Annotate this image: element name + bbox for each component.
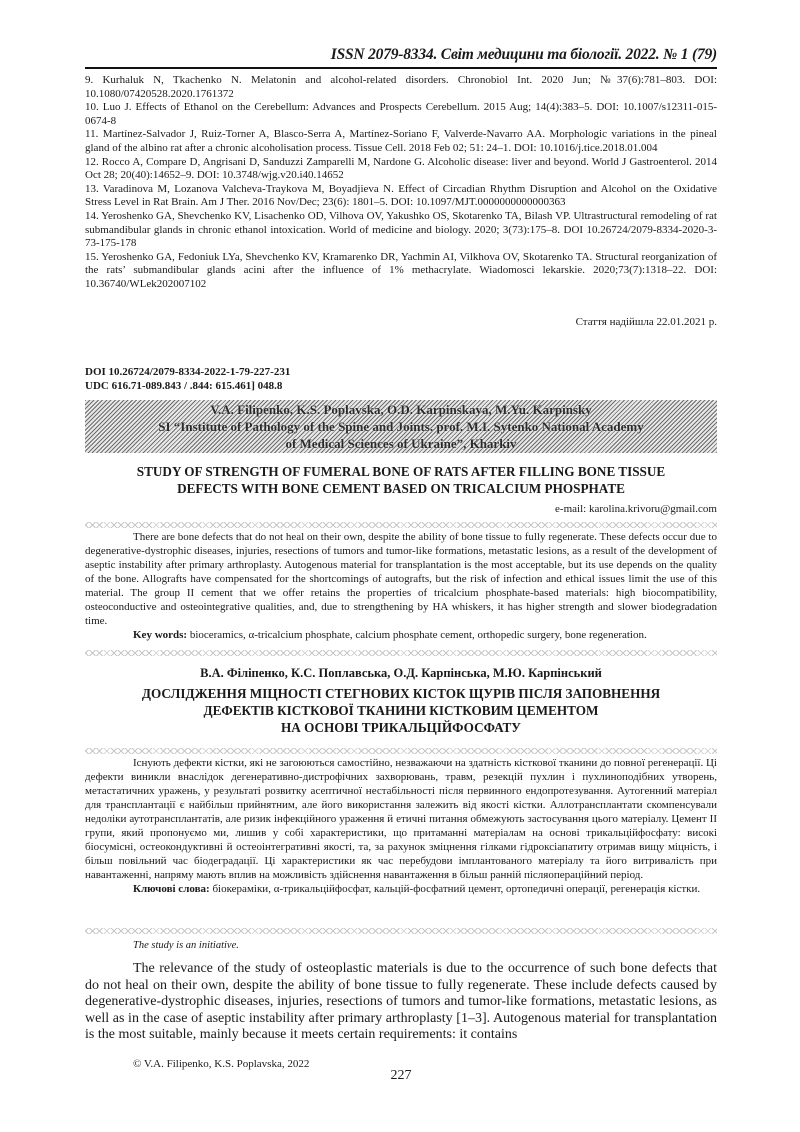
- journal-header: ISSN 2079-8334. Світ медицини та біології. 2022. № 1 (79): [330, 46, 717, 63]
- affiliation-line: SI “Institute of Pathology of the Spine and Joints. prof. M.I. Sytenko National Academy: [158, 419, 644, 434]
- reference-item: 12. Rocco A, Compare D, Angrisani D, Sanduzzi Zamparelli M, Nardone G. Alcoholic disease: liver and beyond. World J Gastroenterol. 2014 Oct 28; 20(40):14652–9. DOI: 10.3748/wjg.v20.i40.14652: [85, 155, 717, 182]
- title-line: НА ОСНОВІ ТРИКАЛЬЦІЙФОСФАТУ: [281, 720, 521, 735]
- wavy-divider: [85, 650, 717, 656]
- authors-en: V.A. Filipenko, K.S. Poplavska, O.D. Karpinskaya, M.Yu. Karpinsky: [210, 402, 592, 417]
- title-line: DEFECTS WITH BONE CEMENT BASED ON TRICALCIUM PHOSPHATE: [177, 481, 625, 496]
- study-note: The study is an initiative.: [133, 940, 239, 951]
- keywords-ua: [85, 882, 717, 896]
- title-line: ДОСЛІДЖЕННЯ МІЦНОСТІ СТЕГНОВИХ КІСТОК ЩУРІВ ПІСЛЯ ЗАПОВНЕННЯ: [141, 686, 661, 701]
- abstract-en: [85, 530, 717, 642]
- body-text: [85, 961, 717, 1044]
- copyright: © V.A. Filipenko, K.S. Poplavska, 2022: [133, 1058, 310, 1070]
- reference-item: 13. Varadinova M, Lozanova Valcheva-Traykova M, Boyadjieva N. Effect of Circadian Rhythm Disruption and Alcohol on the Oxidative Stress Level in Rat Brain. Am J Ther. 2016 Nov/Dec; 23(6): 1801–5. DOI: 10.1097/MJT.0000000000000363: [85, 182, 717, 209]
- wavy-divider: [85, 748, 717, 754]
- reference-item: 15. Yeroshenko GA, Fedoniuk LYa, Shevchenko KV, Kramarenko DR, Yachmin AI, Vilkhova OV, Skotarenko TA. Structural reorganization of the rats’ submandibular glands acini after the influence of 1% methacrylate. Wiadomosci lekarskie. 2020;73(7):1318–22. DOI: 10.36740/WLek202007102: [85, 250, 717, 290]
- email: e-mail: karolina.krivoru@gmail.com: [555, 503, 717, 515]
- keywords-label: Ключові слова:: [133, 883, 210, 895]
- doi: DOI 10.26724/2079-8334-2022-1-79-227-231: [85, 366, 291, 378]
- article-title-ua: [85, 685, 717, 736]
- body-paragraph: The relevance of the study of osteoplastic materials is due to the occurrence of such bone defects that do not heal on their own, despite the ability of bone tissue to fully regenerate. These include defects caused by degenerative-dystrophic diseases, injuries, resections of tumors and tumor-like formations, metastatic lesions, as well as in the case of aseptic instability after primary arthroplasty [1–3]. Autogenous material for transplantation is the most suitable, mainly because it meets certain requirements: it contains: [85, 961, 717, 1043]
- reference-item: 14. Yeroshenko GA, Shevchenko KV, Lisachenko OD, Vilhova OV, Yakushko OS, Skotarenko TA, Bilash VP. Ultrastructural remodeling of rat submandibular glands in chronic ethanol intoxication. World of medicine and biology. 2020; 3(73):175–8. DOI 10.26724/2079-8334-2020-3-73-175-178: [85, 209, 717, 250]
- keywords-en: [85, 628, 717, 642]
- title-line: STUDY OF STRENGTH OF FUMERAL BONE OF RATS AFTER FILLING BONE TISSUE: [136, 464, 666, 479]
- wavy-divider: [85, 522, 717, 528]
- abstract-ua: [85, 756, 717, 896]
- abstract-text: Існують дефекти кістки, які не загоюються самостійно, незважаючи на здатність кісткової тканини до повної регенерації. Ці дефекти виникли внаслідок дегенеративно-дистрофічних захворювань, травм, резекцій пухлин і пухлиноподібних утворень, метастатичних уражень, у результаті розвитку асептичної нестабільності після первинного ендопротезування. Аутогенний матеріал для трансплантації є найбільш прийнятним, але його використання залежить від якості кістки. Аллотрансплантати скомпенсували недоліки аутотрансплантатів, але ризик інфекційного ураження й етичні питання обмежують застосування цього матеріалу. Цемент II групи, який пропонуємо ми, лишив у собі характеристики, що притаманні матеріалам на основі трикальційфосфату: високі біосумісні, остеокондуктивні й остеоінтегративні якості, та, за рахунок зміцнення гілками гідроксіапатиту отримав вищу міцність, і більш повільний час біодеградації. Ці характеристики як час перебудови імплантованого матеріалу та його витривалість при навантаженні, напряму мають вплив на можливість здійснення навантаження в більш ранній післяопераційний період.: [85, 757, 717, 881]
- reference-list: [85, 74, 717, 292]
- keywords-label: Key words:: [133, 629, 188, 641]
- keywords-text: біокераміки, α-трикальційфосфат, кальцій-фосфатний цемент, ортопедичні операції, регенерація кістки.: [209, 883, 701, 895]
- authors-ua: В.А. Філіпенко, К.С. Поплавська, О.Д. Карпінська, М.Ю. Карпінський: [200, 666, 602, 680]
- authors-affiliation-box: [85, 400, 717, 453]
- header-rule: [85, 67, 717, 69]
- reference-item: 11. Martínez-Salvador J, Ruiz-Torner A, Blasco-Serra A, Martínez-Soriano F, Valverde-Navarro AA. Morphologic variations in the pineal gland of the albino rat after a chronic alcoholisation process. Tissue Cell. 2018 Feb 02; 51: 24–1. DOI: 10.1016/j.tice.2018.01.004: [85, 128, 717, 154]
- doi-block: [85, 365, 290, 393]
- affiliation-line: of Medical Sciences of Ukraine”, Kharkiv: [285, 436, 517, 451]
- received-date: Стаття надійшла 22.01.2021 р.: [575, 316, 717, 328]
- article-title-en: [85, 463, 717, 497]
- keywords-text: bioceramics, α-tricalcium phosphate, calcium phosphate cement, orthopedic surgery, bone regeneration.: [187, 629, 647, 641]
- abstract-text: There are bone defects that do not heal on their own, despite the ability of bone tissue to fully regenerate. These defects occur due to degenerative-dystrophic diseases, injuries, resections of tumors and tumor-like formations, metastatic lesions, as a result of the development of aseptic instability after primary arthroplasty. Autogenous material for transplantation is the most acceptable, but its use depends on the quality of the bone. Allografts have compensated for the shortcomings of autografts, but the risk of infection and ethical issues limit the use of this material. The group II cement that we offer retains the properties of tricalcium phosphate-based materials: high biocompatibility, osteoconductive and osteointegrative qualities, and, due to strengthening by HA whiskers, it has higher strength and slower biodegradation time.: [85, 531, 717, 627]
- wavy-divider: [85, 928, 717, 934]
- reference-item: 9. Kurhaluk N, Tkachenko N. Melatonin and alcohol-related disorders. Chronobiol Int. 2020 Jun; №37(6):781–803. DOI: 10.1080/07420528.2020.1761372: [85, 74, 717, 100]
- title-line: ДЕФЕКТІВ КІСТКОВОЇ ТКАНИНИ КІСТКОВИМ ЦЕМЕНТОМ: [203, 703, 599, 718]
- reference-item: 10. Luo J. Effects of Ethanol on the Cerebellum: Advances and Prospects Cerebellum. 2015 Aug; 14(4):383–5. DOI: 10.1007/s12311-015-0674-8: [85, 101, 717, 127]
- udc: UDC 616.71-089.843 / .844: 615.461] 048.8: [85, 380, 283, 392]
- page-number: 227: [390, 1068, 412, 1083]
